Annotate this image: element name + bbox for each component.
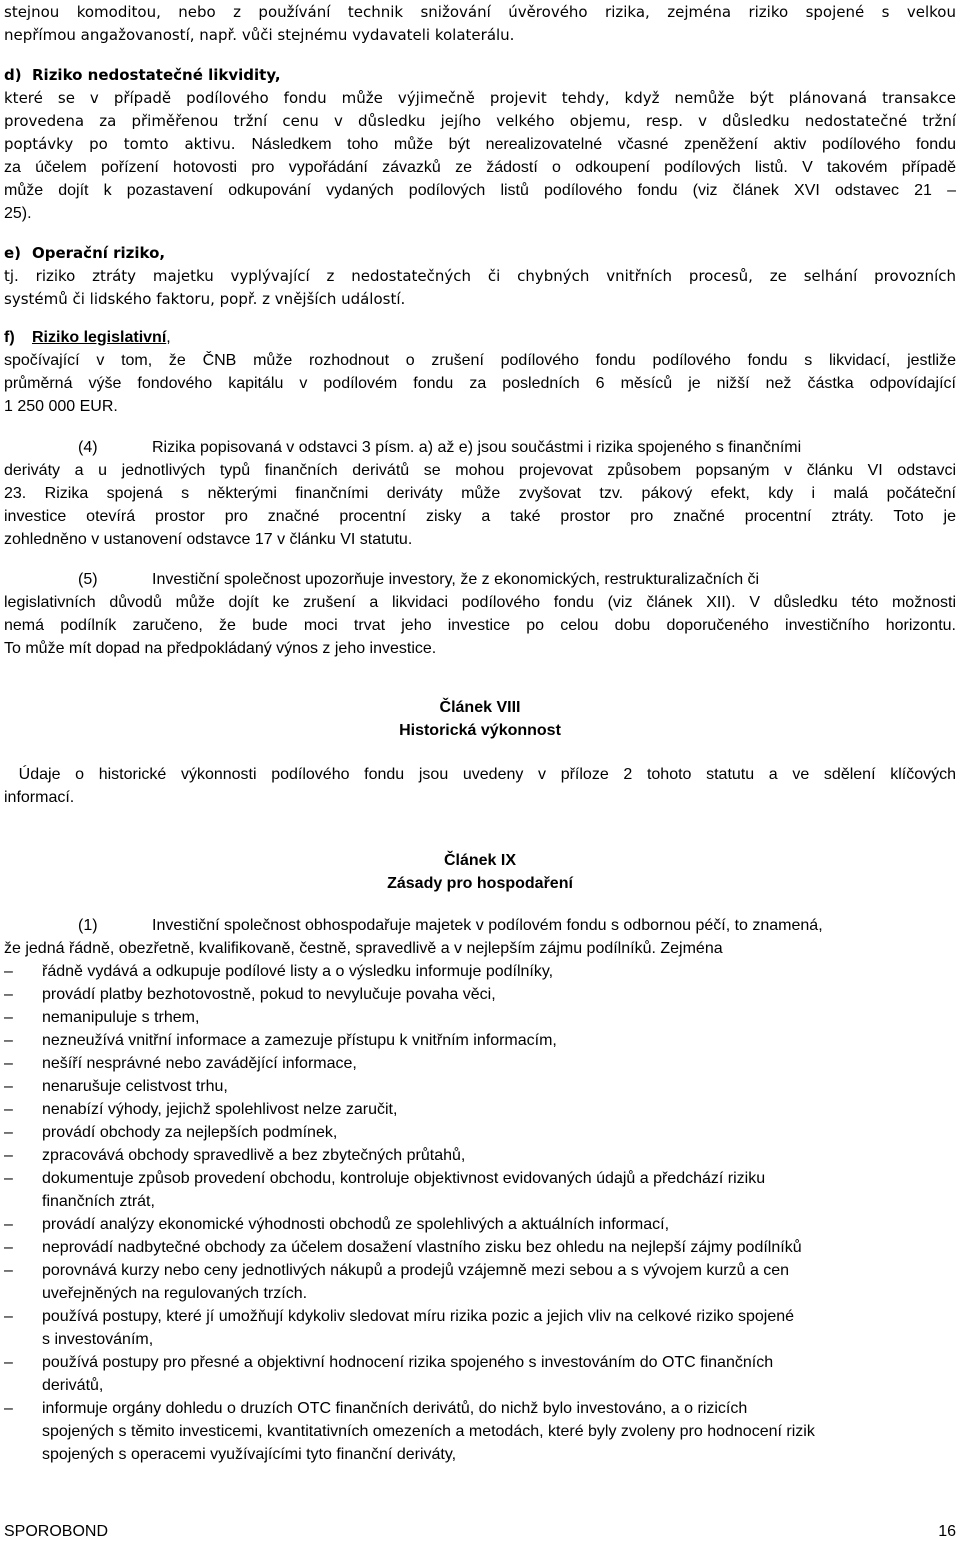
list-item	[4, 1236, 956, 1259]
page-number: 16	[938, 1523, 956, 1540]
dash-bullet: –	[4, 1308, 13, 1325]
list-item	[4, 983, 956, 1006]
list-item-text: nešíří nesprávné nebo zavádějící informace,	[42, 1055, 357, 1072]
text-run: Rizika popisovaná v odstavci 3 písm. a) až e) jsou součástmi i rizika spojeného s finančními	[152, 439, 802, 456]
list-item	[4, 1167, 956, 1190]
list-item-text: používá postupy pro přesné a objektivní hodnocení rizika spojeného s investováním do OTC finančních	[42, 1354, 774, 1371]
list-item	[4, 1144, 956, 1167]
list-item	[4, 960, 956, 983]
list-item-text: nezneužívá vnitřní informace a zamezuje přístupu k vnitřním informacím,	[42, 1032, 557, 1049]
list-item-text: neprovádí nadbytečné obchody za účelem dosažení vlastního zisku bez ohledu na nejlepší zájmy podílníků	[42, 1239, 802, 1256]
paragraph-line	[4, 568, 956, 591]
section-heading-f: f) Riziko legislativní,	[4, 326, 956, 349]
list-item-text: provádí obchody za nejlepších podmínek,	[42, 1124, 338, 1141]
list-item-continuation: spojených s těmito investicemi, kvantitativních omezeních a metodách, které byly zvoleny pro hodnocení rizik	[42, 1423, 815, 1440]
list-item	[4, 1213, 956, 1236]
paragraph-line: 25).	[4, 205, 32, 222]
paragraph-line	[4, 914, 956, 937]
list-item-continuation: s investováním,	[42, 1331, 154, 1348]
paragraph-line: Údaje o historické výkonnosti podílového fondu jsou uvedeny v příloze 2 tohoto statutu a ve sdělení klíčových	[4, 766, 956, 783]
paragraph-line	[4, 133, 956, 156]
list-item-text: nenarušuje celistvost trhu,	[42, 1078, 228, 1095]
section-heading-e	[4, 242, 956, 265]
list-item-continuation: uveřejněných na regulovaných trzích.	[42, 1285, 308, 1302]
article-title: Zásady pro hospodaření	[387, 875, 573, 892]
dash-bullet: –	[4, 1147, 13, 1164]
section-title: Riziko legislativní	[32, 329, 167, 346]
text-run: Investiční společnost obhospodařuje majetek v podílovém fondu s odbornou péčí, to znamená,	[152, 917, 823, 934]
section-label: f)	[4, 329, 15, 346]
paragraph-line: nemá podílník zaručeno, že bude moci trvat jeho investice po celou dobu doporučeného investičního horizontu.	[4, 617, 956, 634]
dash-bullet: –	[4, 1239, 13, 1256]
dash-bullet: –	[4, 1400, 13, 1417]
list-item-text: zpracovává obchody spravedlivě a bez zbytečných průtahů,	[42, 1147, 466, 1164]
list-item	[4, 1351, 956, 1374]
paragraph-line	[4, 436, 956, 459]
paragraph-line: že jedná řádně, obezřetně, kvalifikovaně, čestně, spravedlivě a v nejlepším zájmu podílníků. Zejména	[4, 940, 723, 957]
paragraph-number: (4)	[78, 439, 98, 456]
list-item-text: provádí analýzy ekonomické výhodnosti obchodů ze spolehlivých a aktuálních informací,	[42, 1216, 670, 1233]
list-item-continuation: finančních ztrát,	[42, 1193, 155, 1210]
list-item-text: provádí platby bezhotovostně, pokud to nevylučuje povaha věci,	[42, 986, 496, 1003]
list-item-text: nenabízí výhody, jejichž spolehlivost nelze zaručit,	[42, 1101, 398, 1118]
paragraph-line: které se v případě podílového fondu může výjimečně projevit tehdy, když nemůže být plánovaná transakce	[4, 89, 956, 107]
text-run: V takovém případě	[802, 159, 956, 176]
list-item-text: informuje orgány dohledu o druzích OTC finančních derivátů, do nichž bylo investováno, a o rizicích	[42, 1400, 748, 1417]
dash-bullet: –	[4, 1124, 13, 1141]
paragraph-line: tj. riziko ztráty majetku vyplývající z nedostatečných či chybných vnitřních procesů, ze selhání provozních	[4, 267, 956, 285]
paragraph-line: průměrná výše fondového kapitálu v podílovém fondu za posledních 6 měsíců je nižší než částka odpovídající	[4, 375, 956, 392]
paragraph-line: deriváty a u jednotlivých typů finančních derivátů se mohou projevovat způsobem popsaným v článku VI odstavci	[4, 462, 956, 479]
dash-bullet: –	[4, 1055, 13, 1072]
text-run: Následkem toho může být nerealizovatelné včasné zpeněžení aktiv podílového fondu	[251, 136, 956, 153]
section-heading-d	[4, 64, 956, 87]
dash-bullet: –	[4, 963, 13, 980]
paragraph-line: systémů či lidského faktoru, popř. z vnějších událostí.	[4, 290, 406, 308]
footer-fund-name: SPOROBOND	[4, 1523, 109, 1540]
page-footer	[4, 1523, 956, 1545]
paragraph-line: legislativních důvodů může dojít ke zrušení a likvidaci podílového fondu (viz článek XII). V důsledku této možnosti	[4, 594, 956, 611]
text-run: za účelem pořízení hotovosti pro vypořádání závazků ze žádostí o odkoupení podílových listů.	[4, 159, 788, 176]
list-item-continuation: spojených s operacemi využívajícími tyto finanční deriváty,	[42, 1446, 457, 1463]
article-title: Historická výkonnost	[399, 722, 561, 739]
paragraph-line: spočívající v tom, že ČNB může rozhodnout o zrušení podílového fondu podílového fondu s likvidací, jestliže	[4, 352, 956, 369]
dash-bullet: –	[4, 1009, 13, 1026]
list-item-text: používá postupy, které jí umožňují kdykoliv sledovat míru rizika pozic a jejich vliv na celkové riziko spojené	[42, 1308, 795, 1325]
list-item	[4, 1259, 956, 1282]
dash-bullet: –	[4, 1216, 13, 1233]
list-item-continuation: derivátů,	[42, 1377, 104, 1394]
text-run: Investiční společnost upozorňuje investory, že z ekonomických, restrukturalizačních či	[152, 571, 760, 588]
list-item	[4, 1052, 956, 1075]
paragraph-line: provedena za přiměřenou tržní cenu v důsledku jejího velkého objemu, resp. v důsledku nedostatečné tržní	[4, 112, 956, 130]
list-item	[4, 1121, 956, 1144]
dash-bullet: –	[4, 1101, 13, 1118]
list-item-text: nemanipuluje s trhem,	[42, 1009, 200, 1026]
list-item	[4, 1006, 956, 1029]
list-item	[4, 1075, 956, 1098]
dash-bullet: –	[4, 986, 13, 1003]
section-title: Riziko nedostatečné likvidity,	[32, 66, 281, 84]
paragraph-line: 23. Rizika spojená s některými finančními deriváty může zvyšovat tzv. pákový efekt, kdy i malá počáteční	[4, 485, 956, 502]
list-item	[4, 1305, 956, 1328]
dash-bullet: –	[4, 1032, 13, 1049]
paragraph-line: nepřímou angažovaností, např. vůči stejnému vydavateli kolaterálu.	[4, 26, 515, 44]
paragraph-line: stejnou komoditou, nebo z používání technik snižování úvěrového rizika, zejména riziko spojené s velkou	[4, 3, 956, 21]
paragraph-line	[4, 156, 956, 179]
dash-bullet: –	[4, 1262, 13, 1279]
section-title: Operační riziko,	[32, 244, 166, 262]
section-label: d)	[4, 66, 22, 84]
list-item	[4, 1098, 956, 1121]
paragraph-line: investice otevírá prostor pro značné procentní zisky a také prostor pro značné procentní ztráty. Toto je	[4, 508, 956, 525]
dash-bullet: –	[4, 1170, 13, 1187]
paragraph-line: 1 250 000 EUR.	[4, 398, 118, 415]
paragraph-line: To může mít dopad na předpokládaný výnos z jeho investice.	[4, 640, 437, 657]
paragraph-line: informací.	[4, 789, 75, 806]
dash-bullet: –	[4, 1354, 13, 1371]
paragraph-number: (5)	[78, 571, 98, 588]
paragraph-line: zohledněno v ustanovení odstavce 17 v článku VI statutu.	[4, 531, 413, 548]
list-item-text: dokumentuje způsob provedení obchodu, kontroluje objektivnost evidovaných údajů a předchází riziku	[42, 1170, 766, 1187]
list-item	[4, 1397, 956, 1420]
section-label: e)	[4, 244, 22, 262]
article-heading: Článek VIII	[439, 699, 521, 716]
list-item	[4, 1029, 956, 1052]
list-item-text: řádně vydává a odkupuje podílové listy a o výsledku informuje podílníky,	[42, 963, 554, 980]
paragraph-number: (1)	[78, 917, 98, 934]
text-run: poptávky po tomto aktivu.	[4, 135, 236, 153]
list-item-text: porovnává kurzy nebo ceny jednotlivých nákupů a prodejů vzájemně mezi sebou a s vývojem kurzů a cen	[42, 1262, 790, 1279]
paragraph-line: může dojít k pozastavení odkupování vydaných podílových listů podílového fondu (viz článek XVI odstavec 21 –	[4, 182, 956, 199]
dash-bullet: –	[4, 1078, 13, 1095]
article-heading: Článek IX	[443, 852, 517, 869]
